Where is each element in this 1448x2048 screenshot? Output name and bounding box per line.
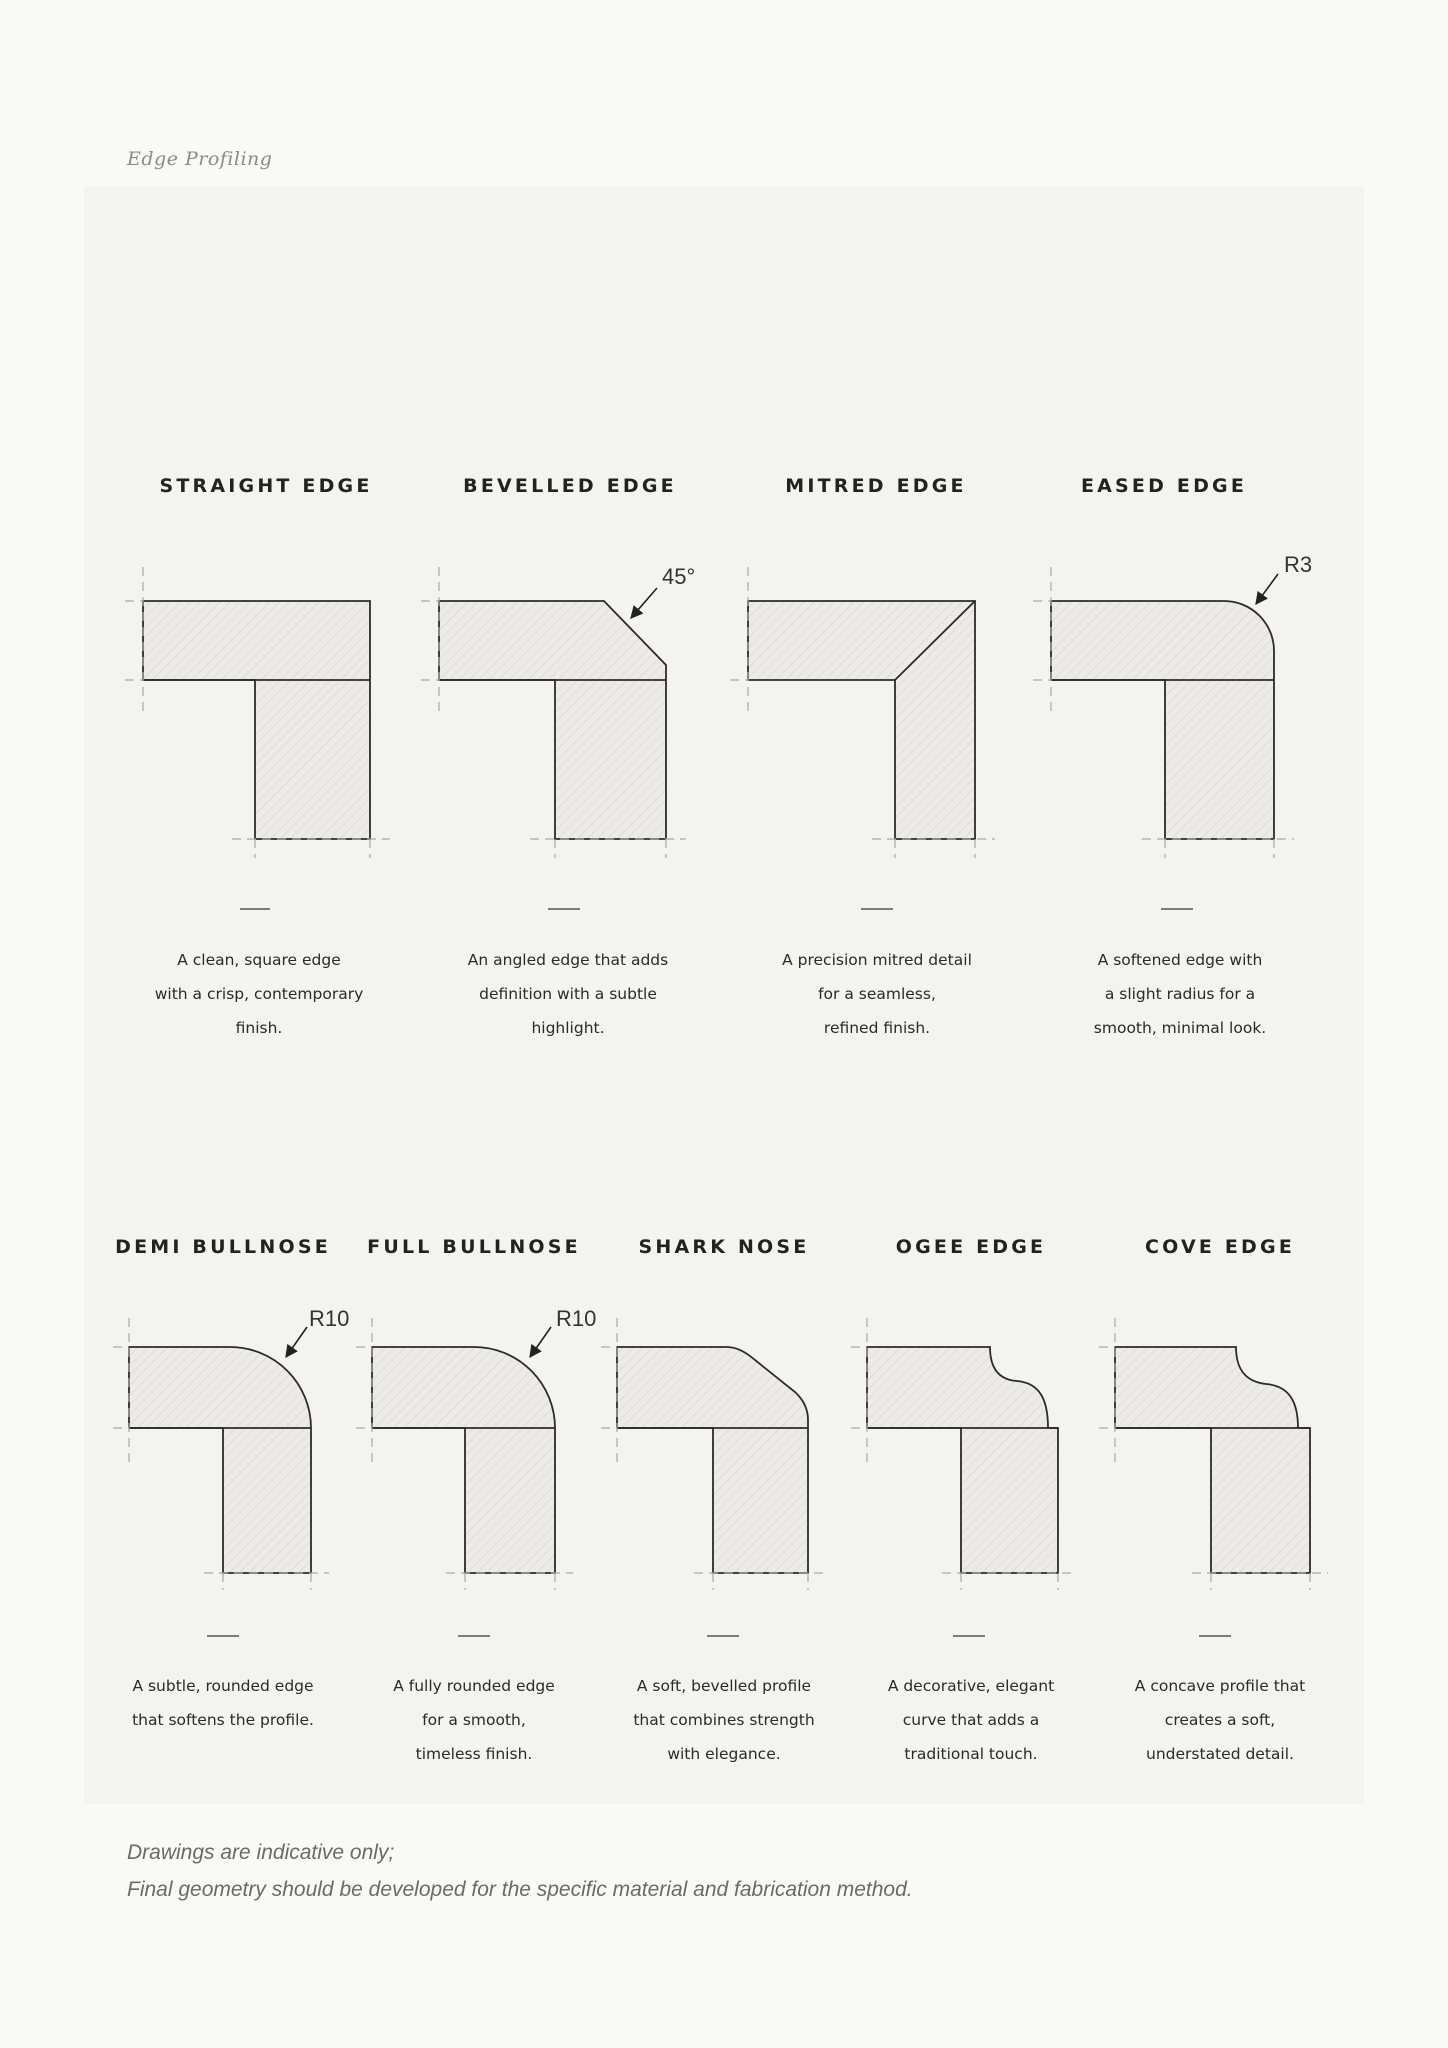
eased-edge-dimension: R3	[1284, 552, 1313, 577]
mitred-edge-title: MITRED EDGE	[785, 475, 967, 497]
full-bullnose-title: FULL BULLNOSE	[367, 1236, 581, 1258]
footnote-line-1: Drawings are indicative only;	[127, 1841, 395, 1864]
ogee-edge-drawing	[867, 1347, 1058, 1573]
cove-edge-description: A concave profile that creates a soft, understated detail.	[1134, 1677, 1306, 1763]
mitred-edge-drawing	[748, 601, 975, 839]
demi-bullnose-description: A subtle, rounded edge that softens the profile.	[132, 1677, 314, 1729]
straight-edge-drawing	[143, 601, 370, 839]
cove-edge-drawing	[1115, 1347, 1310, 1573]
demi-bullnose-title: DEMI BULLNOSE	[115, 1236, 331, 1258]
shark-nose-description: A soft, bevelled profile that combines strength with elegance.	[633, 1677, 815, 1763]
shark-nose-drawing	[617, 1347, 808, 1573]
bevelled-edge-drawing	[439, 601, 666, 839]
eased-edge-description: A softened edge with a slight radius for a smooth, minimal look.	[1093, 951, 1267, 1037]
shark-nose-title: SHARK NOSE	[638, 1236, 810, 1258]
mitred-edge-description: A precision mitred detail for a seamless, refined finish.	[782, 951, 972, 1037]
ogee-edge-description: A decorative, elegant curve that adds a traditional touch.	[887, 1677, 1055, 1763]
demi-bullnose-drawing	[129, 1347, 311, 1573]
full-bullnose-description: A fully rounded edge for a smooth, timeless finish.	[393, 1677, 555, 1763]
ogee-edge-title: OGEE EDGE	[895, 1236, 1047, 1258]
straight-edge-title: STRAIGHT EDGE	[159, 475, 373, 497]
bevelled-edge-dimension: 45°	[662, 564, 696, 589]
bevelled-edge-description: An angled edge that adds definition with a subtle highlight.	[467, 951, 669, 1037]
full-bullnose-drawing	[372, 1347, 555, 1573]
footnote-line-2: Final geometry should be developed for the specific material and fabrication method.	[127, 1878, 913, 1901]
cove-edge-title: COVE EDGE	[1144, 1236, 1295, 1258]
straight-edge-description: A clean, square edge with a crisp, contemporary finish.	[154, 951, 364, 1037]
demi-bullnose-dimension: R10	[309, 1306, 350, 1331]
eased-edge-title: EASED EDGE	[1080, 475, 1248, 497]
bevelled-edge-title: BEVELLED EDGE	[463, 475, 677, 497]
page-heading: Edge Profiling	[127, 148, 273, 170]
eased-edge-drawing	[1051, 601, 1274, 839]
full-bullnose-dimension: R10	[556, 1306, 597, 1331]
